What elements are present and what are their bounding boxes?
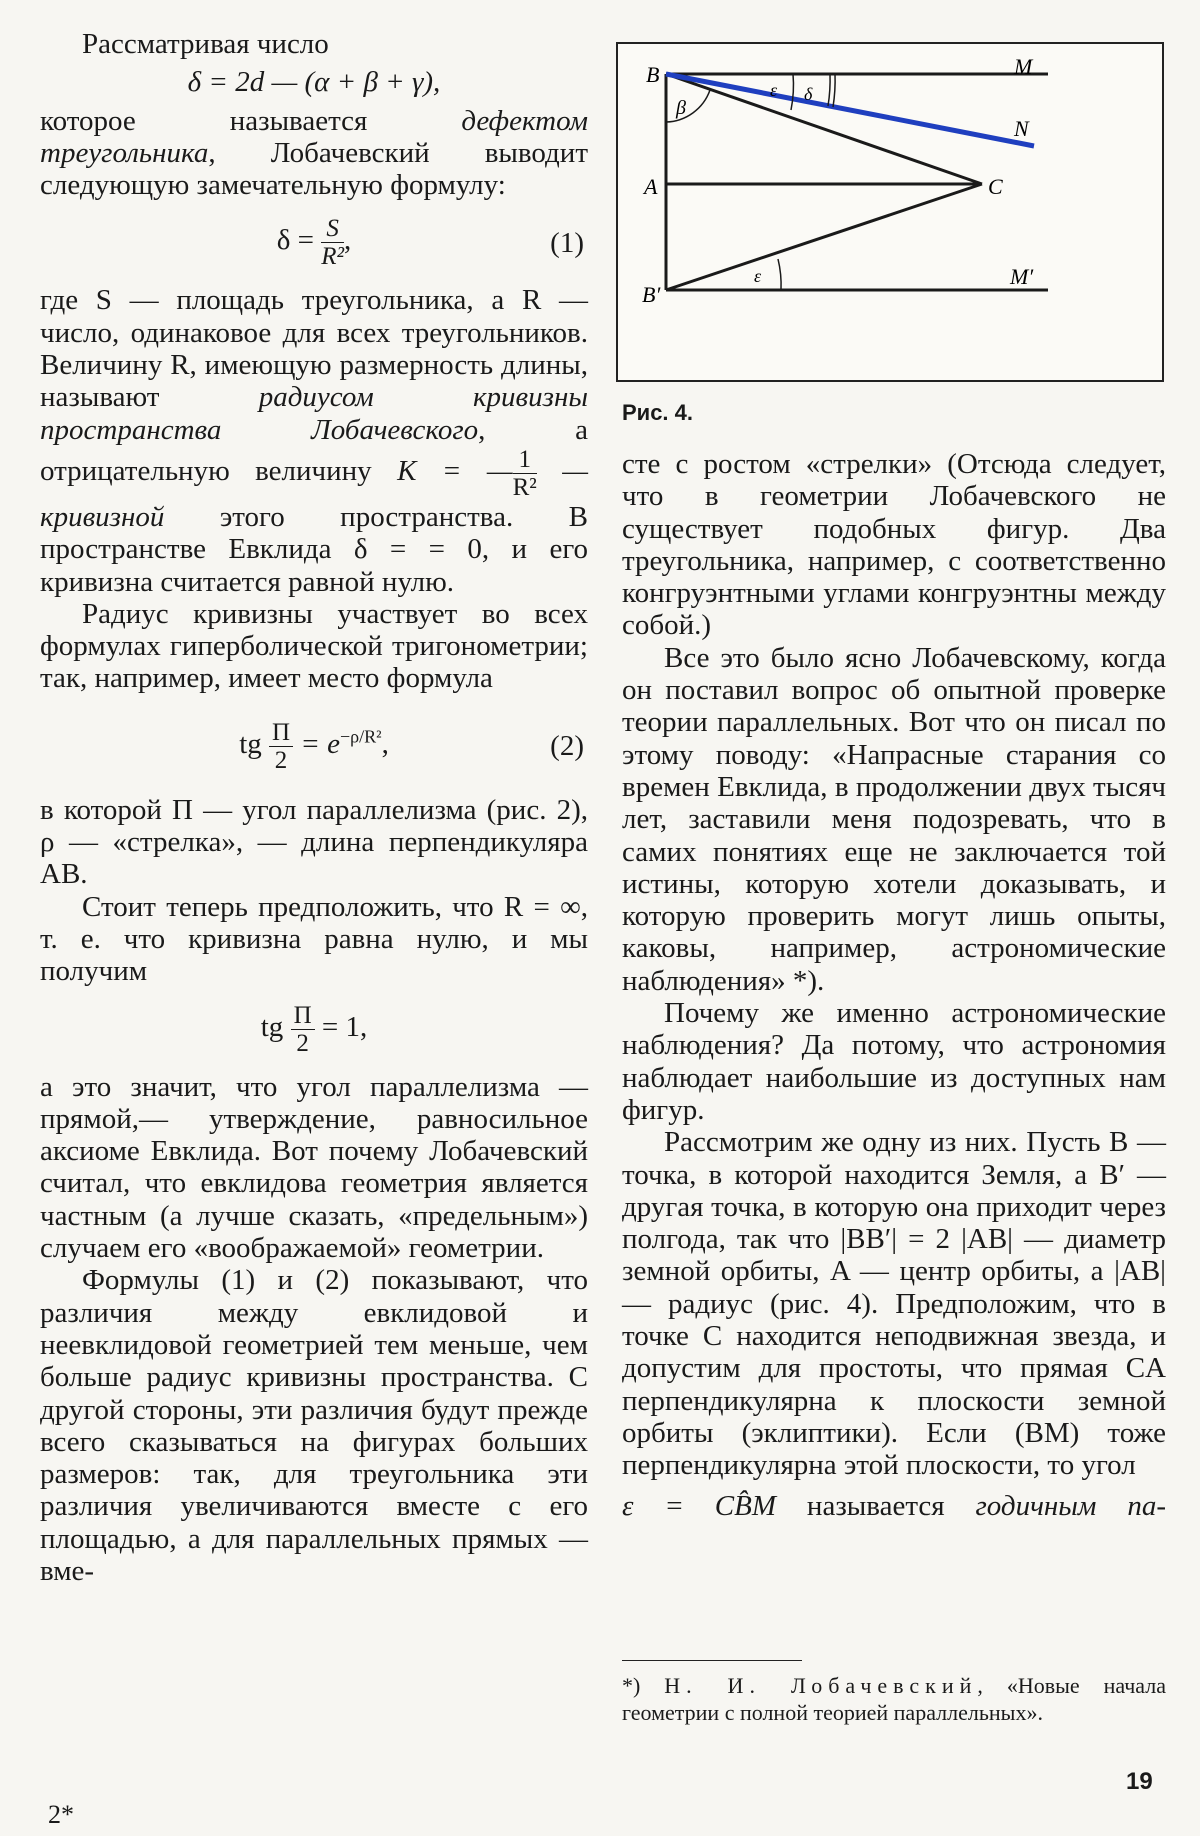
arc-delta-2 (833, 74, 835, 107)
label-delta: δ (804, 84, 813, 104)
label-B-prime: B′ (642, 282, 661, 307)
label-epsilon-top: ε (770, 80, 778, 100)
signature-mark: 2* (48, 1800, 74, 1829)
paragraph-infinity: Стоит теперь предположить, что R = ∞, т. е. что кривизна равна нулю, и мы получим (40, 890, 588, 988)
formula-2: tg $\frac{П}{2}$ = $e^{-\rho/R^2}$, (2) (239, 718, 584, 774)
paragraph-parallelism: в которой П — угол параллелизма (рис. 2), ρ — «стрелка», — длина перпендикуляра AB. (40, 793, 588, 891)
footnote: *) Н. И. Лобачевский, «Новые начала геометрии с полной теорией параллельных». (622, 1673, 1166, 1725)
left-column (40, 28, 588, 1587)
figure-4 (616, 42, 1164, 382)
right-column (622, 448, 1166, 1522)
paragraph-earth: Рассмотрим же одну из них. Пусть B — точка, в которой находится Земля, а B′ — другая точка, в которую она приходит через полгода, так что |BB′| = 2 |AB| — диаметр земной орбиты, A — центр орбиты, а |AB| — радиус (рис. 4). Предположим, что в точке C находится неподвижная звезда, и допустим для простоты, что прямая CA перпендикулярна к плоскости земной орбиты (эклиптики). Если (BM) тоже перпендикулярна этой плоскости, то угол (622, 1126, 1166, 1482)
paragraph-quote: Все это было ясно Лобачевскому, когда он поставил вопрос об опытной проверке теории параллельных. Вот что он писал по этому поводу: «Напрасные старания со времен Евклида, в продолжении двух тысяч лет, заставили меня подозревать, что в самих понятиях еще не заключается той истины, которую хотели доказывать, и которую проверить могут лишь опыты, каковы, например, астрономические наблюдения» *). (622, 641, 1166, 997)
paragraph-differences: Формулы (1) и (2) показывают, что различия между евклидовой и неевклидовой геометрией тем меньше, чем больше радиус кривизны пространства. С другой стороны, эти различия будут прежде всего сказываться на фигурах больших размеров: так, для треугольника эти различия увеличиваются вместе с его площадью, а для параллельных прямых — вме- (40, 1264, 588, 1587)
arc-beta (666, 90, 710, 122)
formula-defect: δ = 2d — (α + β + γ), (187, 66, 441, 99)
figure-diagram (618, 44, 1162, 380)
paragraph-euclid: а это значит, что угол параллелизма — прямой,— утверждение, равносильное аксиоме Евклида. Вот почему Лобачевский считал, что евклидова геометрия является частным (а лучше сказать, «предельным») случаем его «воображаемой» геометрии. (40, 1070, 588, 1265)
paragraph-intro: Рассматривая число (82, 28, 329, 60)
label-C: C (988, 174, 1003, 199)
label-M: M (1014, 54, 1033, 79)
label-N: N (1014, 116, 1029, 141)
formula-2-label: (2) (550, 730, 584, 763)
label-epsilon-bottom: ε (754, 266, 762, 286)
label-beta: β (676, 97, 686, 119)
label-B: B (646, 62, 660, 87)
formula-1-label: (1) (550, 226, 584, 259)
paragraph-astronomy: Почему же именно астрономические наблюдения? Да потому, что астрономия наблюдает наибольшие из доступных нам фигур. (622, 997, 1166, 1126)
paragraph-similar: сте с ростом «стрелки» (Отсюда следует, что в геометрии Лобачевского не существует подобных фигур. Два треугольника, например, с соответственно конгруэнтными углами конгруэнтны между собой.) (622, 448, 1166, 642)
page-number: 19 (1126, 1768, 1153, 1795)
label-A: A (644, 174, 658, 199)
figure-caption: Рис. 4. (622, 400, 694, 425)
arc-epsilon-top (791, 74, 793, 110)
line-BN (666, 74, 1034, 146)
paragraph-radius: Радиус кривизны участвует во всех формулах гиперболической тригонометрии; так, например, имеет место формула (40, 597, 588, 695)
arc-epsilon-bottom (778, 259, 781, 290)
line-BprimeC (666, 184, 982, 290)
paragraph-curvature: где S — площадь треугольника, а R — число, одинаковое для всех треугольников. Величину R, имеющую размерность длины, называют радиусом кривизны пространства Лобачевского, а отрицательную величину K = — $\frac{1}{\text{R²}}$ — кривизной этого пространства. В пространстве Евклида δ = = 0, и его кривизна считается равной нулю. (40, 284, 588, 598)
formula-1: δ = $\frac{S}{\text{R²}}$ , (1) (276, 215, 584, 271)
label-M-prime: M′ (1010, 264, 1034, 289)
footnote-rule (622, 1660, 802, 1661)
formula-3: tg $\frac{П}{2}$ = 1, (260, 1001, 368, 1057)
paragraph-defect: которое называется дефектом треугольника, Лобачевский выводит следующую замечательную формулу: (40, 104, 588, 202)
paragraph-parallax: ε = CB̂M называется годичным па- (622, 1489, 1166, 1522)
arc-delta-1 (828, 74, 830, 106)
